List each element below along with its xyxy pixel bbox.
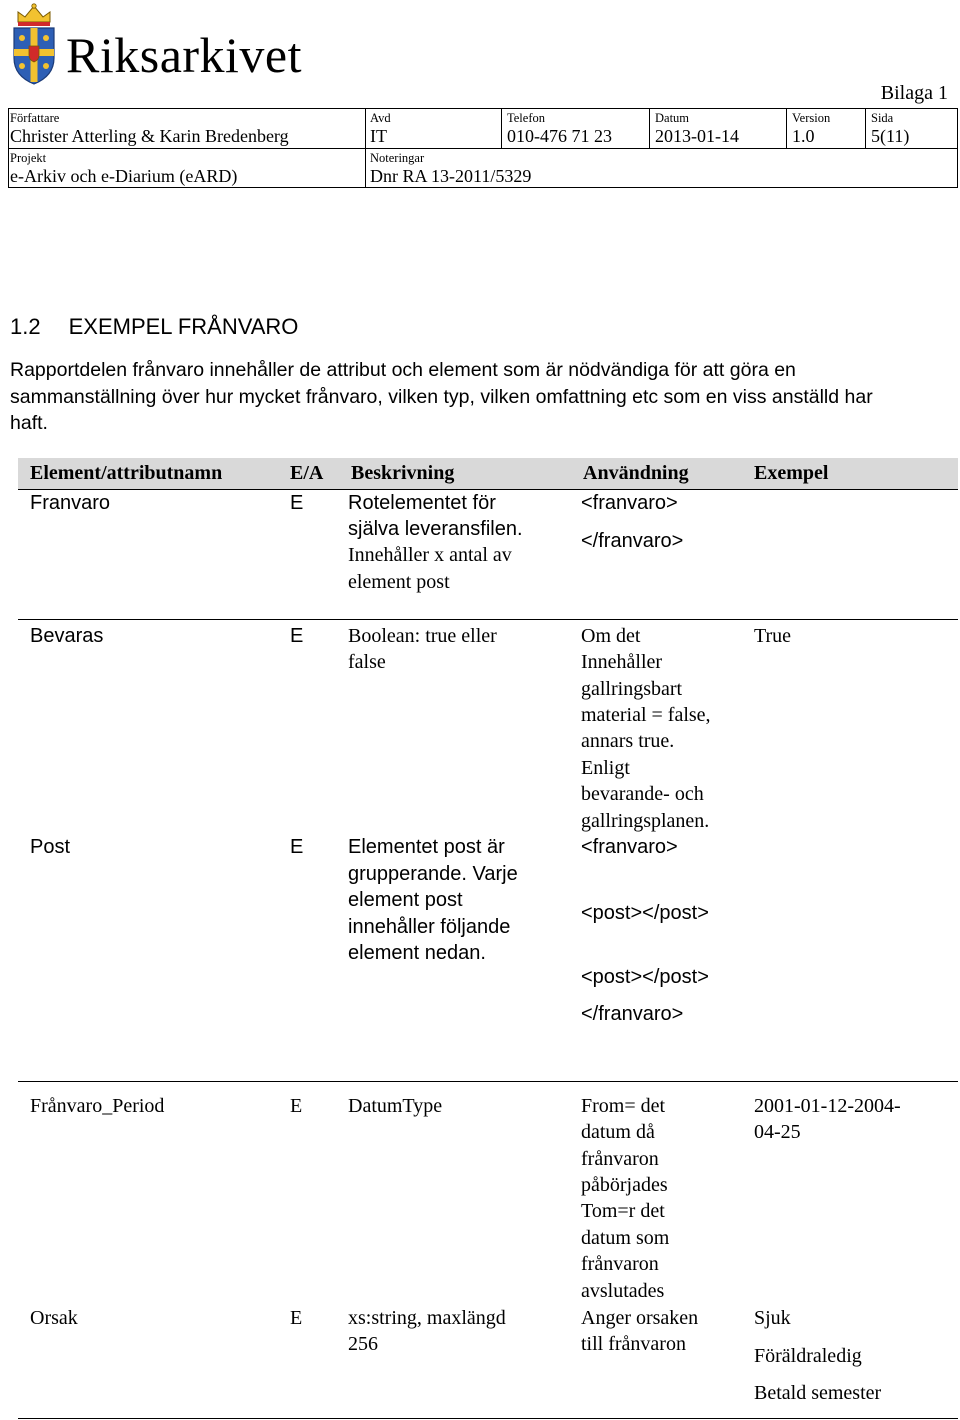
intro-line: sammanställning över hur mycket frånvaro, vilken typ, vilken omfattning etc som en viss anställd har	[10, 385, 873, 408]
attachment-label: Bilaga 1	[880, 82, 948, 104]
description-line: element post	[348, 889, 463, 911]
usage-line: frånvaron	[581, 1148, 659, 1170]
department-field	[370, 111, 391, 147]
intro-line: Rapportdelen frånvaro innehåller de attribut och element som är nödvändiga för att göra en	[10, 359, 796, 381]
table-rule	[18, 1418, 958, 1419]
usage-line: From= det	[581, 1095, 666, 1117]
department-label: Avd	[370, 111, 391, 125]
usage-line: påbörjades	[581, 1174, 668, 1196]
table-rule	[18, 619, 958, 620]
header-rule-top	[8, 108, 958, 109]
section-number: 1.2	[10, 314, 41, 339]
ea-cell: E	[290, 1095, 303, 1117]
project-value: e-Arkiv och e-Diarium (eARD)	[10, 166, 238, 186]
table-rule	[18, 489, 958, 490]
column-header: Element/attributnamn	[30, 462, 223, 484]
description-line: DatumType	[348, 1095, 443, 1117]
date-value: 2013-01-14	[655, 126, 739, 146]
usage-line: </franvaro>	[581, 530, 684, 552]
page-label: Sida	[871, 111, 894, 125]
header-rule-middle	[8, 148, 958, 149]
header-divider	[365, 108, 366, 187]
phone-value: 010-476 71 23	[507, 126, 612, 146]
usage-line: </franvaro>	[581, 1003, 684, 1025]
header-rule-left	[8, 108, 9, 187]
date-label: Datum	[655, 111, 690, 125]
version-field	[792, 111, 830, 147]
table-rule	[18, 1081, 958, 1082]
usage-line: Om det	[581, 625, 641, 647]
column-header: E/A	[290, 462, 324, 484]
description-line: själva leveransfilen.	[348, 518, 523, 540]
usage-line: gallringsbart	[581, 678, 683, 700]
description-line: innehåller följande	[348, 916, 511, 938]
element-name-cell: Orsak	[30, 1307, 78, 1329]
phone-label: Telefon	[507, 111, 545, 125]
brand-name: Riksarkivet	[66, 27, 303, 83]
example-line: 04-25	[754, 1121, 801, 1143]
section-title: EXEMPEL FRÅNVARO	[68, 314, 299, 339]
project-label: Projekt	[10, 151, 47, 165]
usage-line: till frånvaron	[581, 1333, 686, 1355]
department-value: IT	[370, 126, 387, 146]
usage-line: annars true.	[581, 730, 675, 752]
description-line: grupperande. Varje	[348, 863, 518, 885]
header-rule-right	[957, 108, 958, 187]
version-label: Version	[792, 111, 831, 125]
page-value: 5(11)	[871, 126, 910, 146]
usage-line: datum då	[581, 1121, 655, 1143]
project-field	[10, 151, 237, 187]
intro-paragraph	[10, 357, 950, 437]
description-line: 256	[348, 1333, 378, 1355]
notes-value: Dnr RA 13-2011/5329	[370, 166, 532, 186]
example-line: Sjuk	[754, 1307, 791, 1329]
example-line: Betald semester	[754, 1382, 882, 1404]
description-line: Boolean: true eller	[348, 625, 497, 647]
usage-line: gallringsplanen.	[581, 810, 710, 832]
usage-line: bevarande- och	[581, 783, 704, 805]
description-line: element nedan.	[348, 942, 486, 964]
notes-label: Noteringar	[370, 151, 425, 165]
intro-line: haft.	[10, 412, 48, 434]
description-line: xs:string, maxlängd	[348, 1307, 506, 1329]
ea-cell: E	[290, 625, 304, 647]
usage-line: <post></post>	[581, 902, 709, 924]
usage-line: Anger orsaken	[581, 1307, 699, 1329]
ea-cell: E	[290, 492, 304, 514]
riksarkivet-coat-of-arms-icon	[8, 2, 60, 86]
date-field	[655, 111, 739, 147]
usage-line: datum som	[581, 1227, 670, 1249]
usage-line: <post></post>	[581, 966, 709, 988]
description-line: false	[348, 651, 386, 673]
header-divider	[865, 108, 866, 148]
author-label: Författare	[10, 111, 60, 125]
usage-line: frånvaron	[581, 1253, 659, 1275]
description-line: Rotelementet för	[348, 492, 496, 514]
element-table	[18, 458, 958, 1420]
version-value: 1.0	[792, 126, 815, 146]
section-heading	[10, 314, 298, 340]
description-line: Innehåller x antal av	[348, 544, 512, 566]
example-line: True	[754, 625, 792, 647]
column-header: Beskrivning	[351, 462, 455, 484]
usage-line: avslutades	[581, 1280, 665, 1302]
element-name-cell: Bevaras	[30, 625, 104, 647]
column-header: Användning	[583, 462, 689, 484]
description-line: element post	[348, 571, 450, 593]
column-header: Exempel	[754, 462, 829, 484]
description-line: Elementet post är	[348, 836, 505, 858]
ea-cell: E	[290, 836, 304, 858]
usage-line: Enligt	[581, 757, 630, 779]
notes-field	[370, 151, 531, 187]
phone-field	[507, 111, 612, 147]
example-line: Föräldraledig	[754, 1345, 862, 1367]
usage-line: Innehåller	[581, 651, 663, 673]
author-value: Christer Atterling & Karin Bredenberg	[10, 126, 289, 146]
header-divider	[649, 108, 650, 148]
header-divider	[786, 108, 787, 148]
usage-line: <franvaro>	[581, 836, 678, 858]
example-line: 2001-01-12-2004-	[754, 1095, 901, 1117]
page-field	[871, 111, 909, 147]
element-name-cell: Franvaro	[30, 492, 111, 514]
header-divider	[501, 108, 502, 148]
element-name-cell: Post	[30, 836, 71, 858]
ea-cell: E	[290, 1307, 303, 1329]
author-field	[10, 111, 289, 147]
usage-line: <franvaro>	[581, 492, 678, 514]
usage-line: Tom=r det	[581, 1200, 665, 1222]
element-name-cell: Frånvaro_Period	[30, 1095, 165, 1117]
usage-line: material = false,	[581, 704, 711, 726]
header-rule-bottom	[8, 187, 958, 188]
